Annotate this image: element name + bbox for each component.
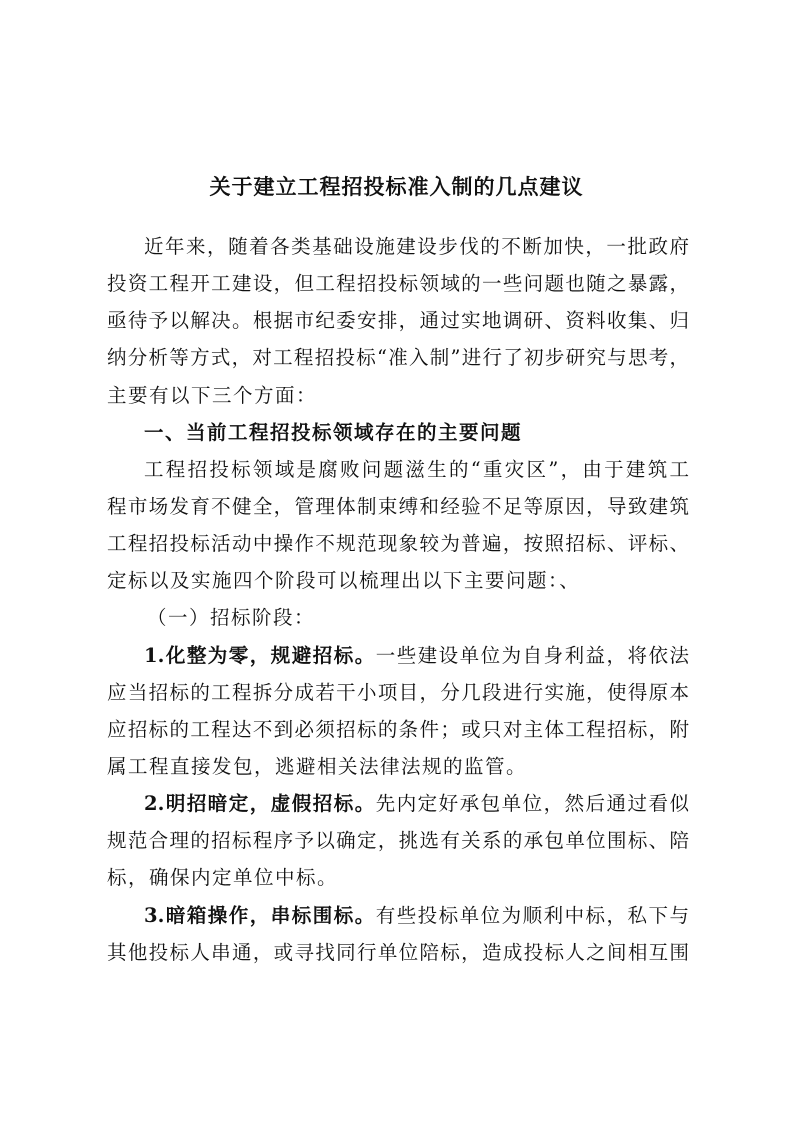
line-text: （一）招标阶段： xyxy=(147,606,316,630)
line-text: 应当招标的工程拆分成若干小项目，分几段进行实施，使得原本 xyxy=(107,680,689,704)
line-text: 规范合理的招标程序予以确定，挑选有关系的承包单位围标、陪 xyxy=(107,829,689,853)
text-line xyxy=(107,822,689,859)
document-title: 关于建立工程招投标准入制的几点建议 xyxy=(209,174,584,199)
document-body xyxy=(107,228,689,971)
line-text: 其他投标人串通，或寻找同行单位陪标，造成投标人之间相互围 xyxy=(107,940,689,964)
text-line xyxy=(107,302,689,339)
line-text: 有些投标单位为顺利中标，私下与 xyxy=(375,903,689,927)
bold-lead: 一、当前工程招投标领域存在的主要问题 xyxy=(144,420,523,444)
line-text: 工程招投标活动中操作不规范现象较为普遍，按照招标、评标、 xyxy=(107,532,689,556)
text-line xyxy=(107,859,689,896)
text-line xyxy=(107,599,689,636)
line-text: 应招标的工程达不到必须招标的条件；或只对主体工程招标，附 xyxy=(107,717,689,741)
bold-lead: 3.暗箱操作，串标围标。 xyxy=(144,903,376,927)
line-text: 标，确保内定单位中标。 xyxy=(107,866,339,890)
line-text: 亟待予以解决。根据市纪委安排，通过实地调研、资料收集、归 xyxy=(107,309,689,333)
text-line xyxy=(107,562,689,599)
line-text: 属工程直接发包，逃避相关法律法规的监管。 xyxy=(107,754,528,778)
text-line xyxy=(107,711,689,748)
text-line xyxy=(107,525,689,562)
text-line xyxy=(107,897,689,934)
text-line xyxy=(107,451,689,488)
line-text: 近年来，随着各类基础设施建设步伐的不断加快，一批政府 xyxy=(144,235,689,258)
text-line xyxy=(107,785,689,822)
line-text: 定标以及实施四个阶段可以梳理出以下主要问题：、 xyxy=(107,569,581,593)
text-line xyxy=(107,748,689,785)
line-text: 一些建设单位为自身利益，将依法 xyxy=(375,643,689,667)
text-line xyxy=(107,339,689,376)
bold-lead: 1.化整为零，规避招标。 xyxy=(144,643,376,667)
line-text: 程市场发育不健全，管理体制束缚和经验不足等原因，导致建筑 xyxy=(107,494,689,518)
text-line xyxy=(107,488,689,525)
text-line xyxy=(107,934,689,971)
line-text: 主要有以下三个方面： xyxy=(107,383,318,407)
section-heading xyxy=(107,414,689,451)
text-line xyxy=(107,637,689,674)
line-text: 投资工程开工建设，但工程招投标领域的一些问题也随之暴露， xyxy=(107,272,689,296)
bold-lead: 2.明招暗定，虚假招标。 xyxy=(144,792,376,816)
text-line xyxy=(107,265,689,302)
text-line xyxy=(107,228,689,265)
line-text: 纳分析等方式，对工程招投标“准入制”进行了初步研究与思考， xyxy=(107,346,689,370)
text-line xyxy=(107,674,689,711)
text-line xyxy=(107,377,689,414)
line-text: 工程招投标领域是腐败问题滋生的“重灾区”，由于建筑工 xyxy=(144,457,689,481)
line-text: 先内定好承包单位，然后通过看似 xyxy=(375,792,689,816)
